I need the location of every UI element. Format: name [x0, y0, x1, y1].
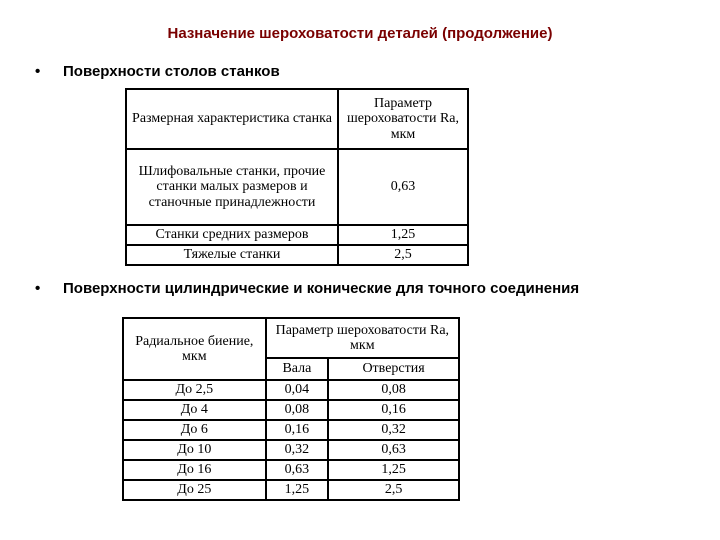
table-cell: До 10 [123, 440, 266, 460]
table-cell: До 6 [123, 420, 266, 440]
header-cell: Параметр шероховатости Ra, мкм [266, 318, 459, 358]
bullet-marker: • [35, 280, 41, 297]
table-cell: Шлифовальные станки, прочие станки малых размеров и станочные принадлежности [126, 149, 338, 225]
table-cell: 0,16 [266, 420, 329, 440]
table-cell: До 2,5 [123, 380, 266, 400]
table-cell: До 25 [123, 480, 266, 500]
subheader-cell: Отверстия [328, 358, 459, 380]
table-cell: 0,04 [266, 380, 329, 400]
table-cell: 0,32 [328, 420, 459, 440]
table-cell: До 16 [123, 460, 266, 480]
table-header-row [123, 318, 459, 358]
table-cell: 0,08 [328, 380, 459, 400]
table-cell: 0,63 [266, 460, 329, 480]
table-row [123, 380, 459, 400]
bullet-text: Поверхности столов станков [63, 63, 280, 80]
table-row [126, 245, 468, 265]
table-row [126, 149, 468, 225]
table-row [123, 480, 459, 500]
bullet-text: Поверхности цилиндрические и конические для точного соединения [63, 280, 580, 297]
header-cell: Параметр шероховатости Ra, мкм [338, 89, 468, 149]
table-cell: 2,5 [338, 245, 468, 265]
table-cell: 2,5 [328, 480, 459, 500]
table-cell: Станки средних размеров [126, 225, 338, 245]
table-cell: 0,63 [328, 440, 459, 460]
table-row [123, 420, 459, 440]
table-row [123, 460, 459, 480]
bullet-precision-fit [35, 280, 579, 297]
table-row [126, 225, 468, 245]
table-cell: 1,25 [328, 460, 459, 480]
table-cell: 0,32 [266, 440, 329, 460]
runout-roughness-table [122, 317, 460, 501]
machine-tables-roughness-table [125, 88, 469, 266]
header-cell: Размерная характеристика станка [126, 89, 338, 149]
table-row [123, 440, 459, 460]
table-cell: До 4 [123, 400, 266, 420]
table-cell: 1,25 [338, 225, 468, 245]
bullet-marker: • [35, 63, 41, 80]
table-cell: 0,16 [328, 400, 459, 420]
table-header-row [126, 89, 468, 149]
header-cell: Радиальное биение, мкм [123, 318, 266, 380]
bullet-machine-tables [35, 63, 280, 80]
slide-title: Назначение шероховатости деталей (продолжение) [167, 25, 553, 42]
table-cell: Тяжелые станки [126, 245, 338, 265]
subheader-cell: Вала [266, 358, 329, 380]
table-cell: 0,08 [266, 400, 329, 420]
table-cell: 1,25 [266, 480, 329, 500]
table-row [123, 400, 459, 420]
table-cell: 0,63 [338, 149, 468, 225]
